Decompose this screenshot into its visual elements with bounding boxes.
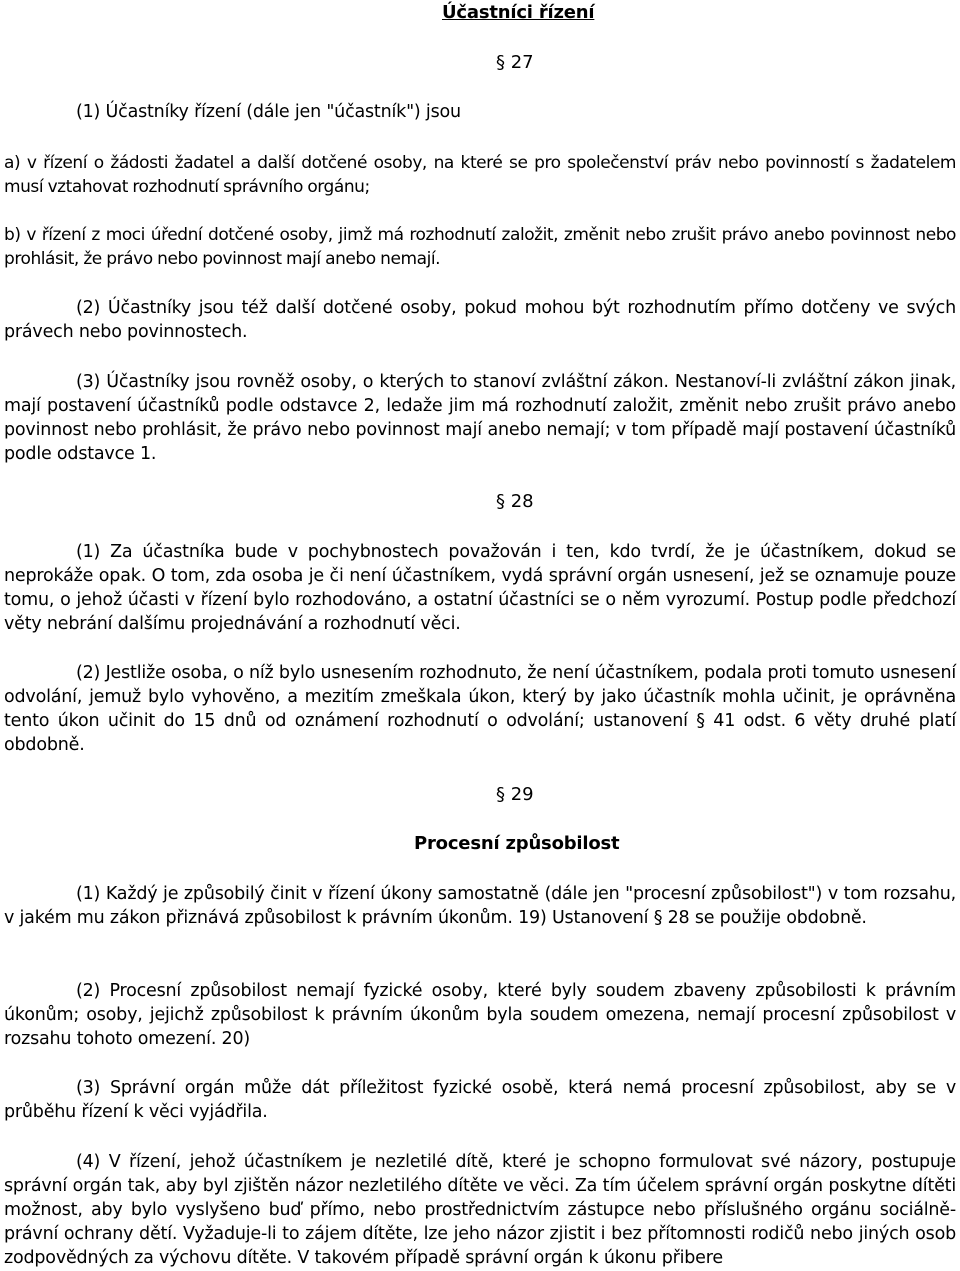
section-29-title: Procesní způsobilost — [414, 833, 620, 854]
section-29-paragraph-2: (2) Procesní způsobilost nemají fyzické osoby, které byly soudem zbaveny způsobilosti k právním úkonům; osoby, jejichž způsobilost k právním úkonům byla soudem omezena, nemají procesní způsobilost v rozsahu tohoto omezení. 20) — [4, 981, 956, 1049]
section-mark-28: § 28 — [496, 491, 534, 512]
section-29-paragraph-1: (1) Každý je způsobilý činit v řízení úkony samostatně (dále jen "procesní způsobilost") v tom rozsahu, v jakém mu zákon přiznává způsobilost k právním úkonům. 19) Ustanovení § 28 se použije obdobně. — [4, 884, 956, 928]
section-27-paragraph-3: (3) Účastníky jsou rovněž osoby, o kterých to stanoví zvláštní zákon. Nestanoví-li zvláštní zákon jinak, mají postavení účastníků podle odstavce 2, ledaže jim má rozhodnutí založit, změnit nebo zrušit právo anebo povinnost nebo prohlásit, že právo nebo povinnost mají anebo nemají; v tom případě mají postavení účastníků podle odstavce 1. — [4, 372, 956, 464]
section-27-item-a: a) v řízení o žádosti žadatel a další dotčené osoby, na které se pro společenství práv nebo povinností s žadatelem musí vztahovat rozhodnutí správního orgánu; — [4, 153, 956, 197]
section-mark-29: § 29 — [496, 784, 534, 805]
section-27-intro: (1) Účastníky řízení (dále jen "účastník") jsou — [76, 102, 461, 122]
page-title: Účastníci řízení — [442, 2, 595, 23]
section-27-item-b: b) v řízení z moci úřední dotčené osoby, jimž má rozhodnutí založit, změnit nebo zrušit právo anebo povinnost nebo prohlásit, že právo nebo povinnost mají anebo nemají. — [4, 225, 956, 269]
section-29-paragraph-3: (3) Správní orgán může dát příležitost fyzické osobě, která nemá procesní způsobilost, aby se v průběhu řízení k věci vyjádřila. — [4, 1078, 956, 1122]
section-28-paragraph-1: (1) Za účastníka bude v pochybnostech považován i ten, kdo tvrdí, že je účastníkem, dokud se neprokáže opak. O tom, zda osoba je či není účastníkem, vydá správní orgán usnesení, jež se oznamuje pouze tomu, o jehož účasti v řízení bylo rozhodováno, a ostatní účastníci se o něm vyrozumí. Postup podle předchozí věty nebrání dalšímu projednávání a rozhodnutí věci. — [4, 542, 956, 634]
section-27-paragraph-2: (2) Účastníky jsou též další dotčené osoby, pokud mohou být rozhodnutím přímo dotčeny ve svých právech nebo povinnostech. — [4, 298, 956, 342]
section-29-paragraph-4: (4) V řízení, jehož účastníkem je nezletilé dítě, které je schopno formulovat své názory, postupuje správní orgán tak, aby byl zjištěn názor nezletilého dítěte ve věci. Za tím účelem správní orgán poskytne dítěti možnost, aby bylo vyslyšeno buď přímo, nebo prostřednictvím zástupce nebo příslušného orgánu sociálně-právní ochrany dětí. Vyžaduje-li to zájem dítěte, lze jeho názor zjistit i bez přítomnosti rodičů nebo jiných osob zodpovědných za výchovu dítěte. V takovém případě správní orgán k úkonu přibere — [4, 1152, 956, 1268]
section-28-paragraph-2: (2) Jestliže osoba, o níž bylo usnesením rozhodnuto, že není účastníkem, podala proti tomuto usnesení odvolání, jemuž bylo vyhověno, a mezitím zmeškala úkon, který by jako účastník mohla učinit, je oprávněna tento úkon učinit do 15 dnů od oznámení rozhodnutí o odvolání; ustanovení § 41 odst. 6 věty druhé platí obdobně. — [4, 663, 956, 755]
section-mark-27: § 27 — [496, 52, 534, 73]
